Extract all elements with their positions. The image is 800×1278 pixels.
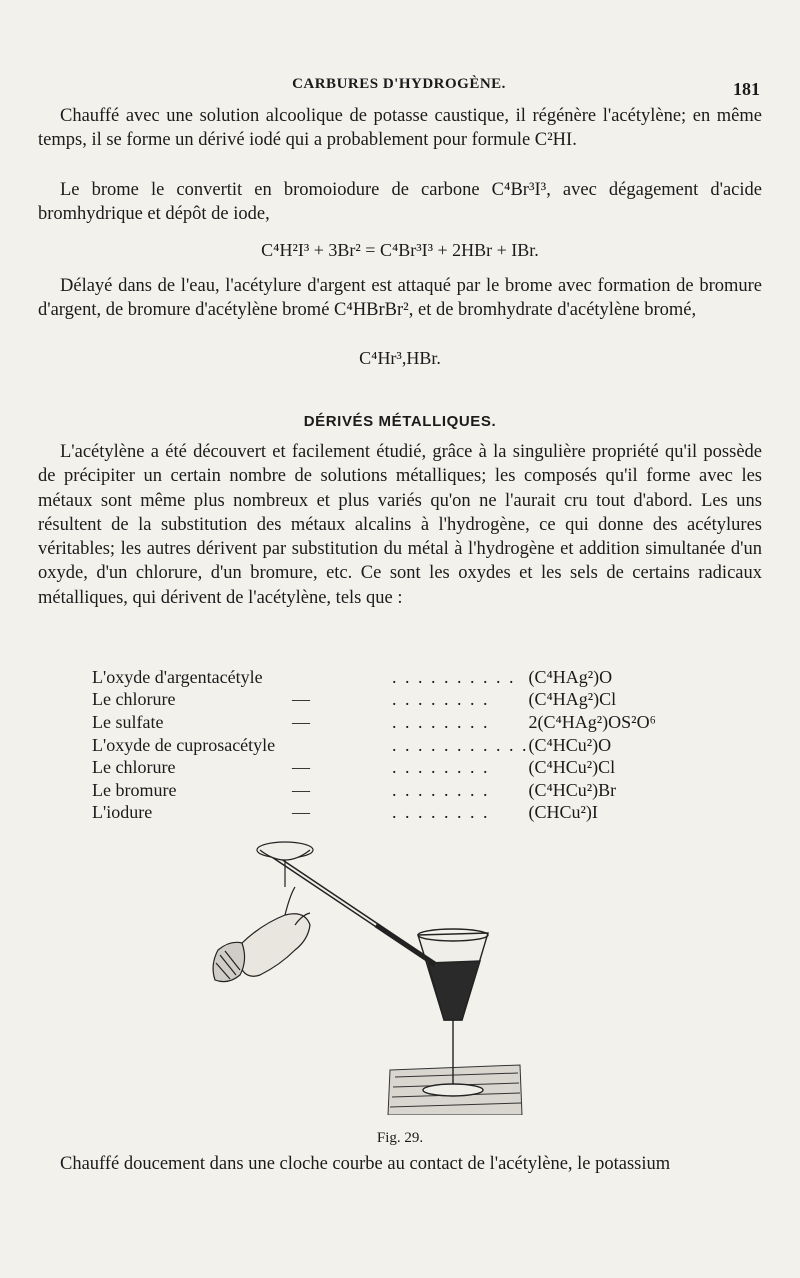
paragraph-1-text: Chauffé avec une solution alcoolique de potasse caustique, il régénère l'acétylène; en même temps, il se forme un dérivé iodé qui a probablement pour formule C²HI. [38,106,762,151]
compound-ditto-dash [292,666,392,689]
compound-formula: (CHCu²)I [528,802,598,823]
paragraph-2 [38,178,762,227]
compound-leader-dots: . . . . . . . . [392,711,490,732]
paragraph-2-text: Le brome le convertit en bromoiodure de carbone C⁴Br³I³, avec dégagement d'acide bromhydrique et dépôt de iode, [38,180,762,225]
paragraph-4 [38,440,762,610]
compound-ditto-dash: — [292,802,310,823]
paragraph-4-text: L'acétylène a été découvert et facilement étudié, grâce à la singulière propriété qu'il possède de précipiter un certain nombre de solutions métalliques; les composés qu'il forme avec les métaux sont même plus nombreux et plus variés qu'on ne l'aurait cru tout d'abord. Les uns résultent de la substitution des métaux alcalins à l'hydrogène, ce qui donne des acétylures véritables; les autres dérivent par substitution du métal à l'hydrogène et addition simultanée d'un oxyde, d'un chlorure, d'un bromure, etc. Ce sont les oxydes et les sels de certains radicaux métalliques, qui dérivent de l'acétylène, tels que : [38,442,762,608]
hand [213,887,310,982]
compound-formula: (C⁴HAg²)Cl [528,689,617,710]
figure-illustration [200,815,530,1115]
paragraph-1 [38,104,762,153]
compound-name: Le sulfate [92,711,164,732]
compound-leader-dots: . . . . . . . . [392,689,490,710]
compound-row [92,711,656,734]
section-heading: DÉRIVÉS MÉTALLIQUES. [303,413,497,430]
compound-list [92,666,656,824]
compound-row [92,689,656,712]
compound-formula: (C⁴HCu²)Br [528,779,617,800]
compound-ditto-dash: — [292,689,310,710]
paragraph-5-first-line: Chauffé doucement dans une cloche courbe au contact de l'acétylène, le potassium [60,1154,671,1174]
compound-name: Le chlorure [92,757,176,778]
paragraph-3 [38,274,762,323]
compound-formula: (C⁴HAg²)O [528,666,613,687]
small-dish [257,842,313,887]
compound-leader-dots: . . . . . . . . [392,779,490,800]
compound-leader-dots: . . . . . . . . [392,802,490,823]
compound-name: L'iodure [92,802,153,823]
compound-ditto-dash: — [292,757,310,778]
page-number: 181 [733,79,760,99]
running-title: CARBURES D'HYDROGÈNE. [292,76,506,92]
hand-glass-tube-illustration [200,815,530,1115]
compound-ditto-dash: — [292,711,310,732]
equation-2: C⁴Hr³,HBr. [359,348,441,368]
compound-name: Le chlorure [92,689,176,710]
compound-row [92,779,656,802]
running-header [38,76,760,100]
compound-formula: (C⁴HCu²)O [528,734,612,755]
compound-formula: 2(C⁴HAg²)OS²O⁶ [528,711,656,732]
compound-leader-dots: . . . . . . . . . . [392,666,516,687]
compound-row [92,734,656,757]
compound-name: L'oxyde de cuprosacétyle [92,734,276,755]
paragraph-3-text: Délayé dans de l'eau, l'acétylure d'argent est attaqué par le brome avec formation de bromure d'argent, de bromure d'acétylène bromé C⁴HBrBr², et de bromhydrate d'acétylène bromé, [38,276,762,321]
compound-leader-dots: . . . . . . . . . . . [392,734,529,755]
figure-caption: Fig. 29. [376,1130,424,1146]
equation-1: C⁴H²I³ + 3Br² = C⁴Br³I³ + 2HBr + IBr. [261,240,539,260]
compound-name: Le bromure [92,779,177,800]
compound-ditto-dash: — [292,779,310,800]
compound-row [92,756,656,779]
compound-name: L'oxyde d'argentacétyle [92,666,263,687]
compound-ditto-dash [292,734,392,757]
compound-leader-dots: . . . . . . . . [392,757,490,778]
compound-row [92,666,656,689]
compound-formula: (C⁴HCu²)Cl [528,757,616,778]
